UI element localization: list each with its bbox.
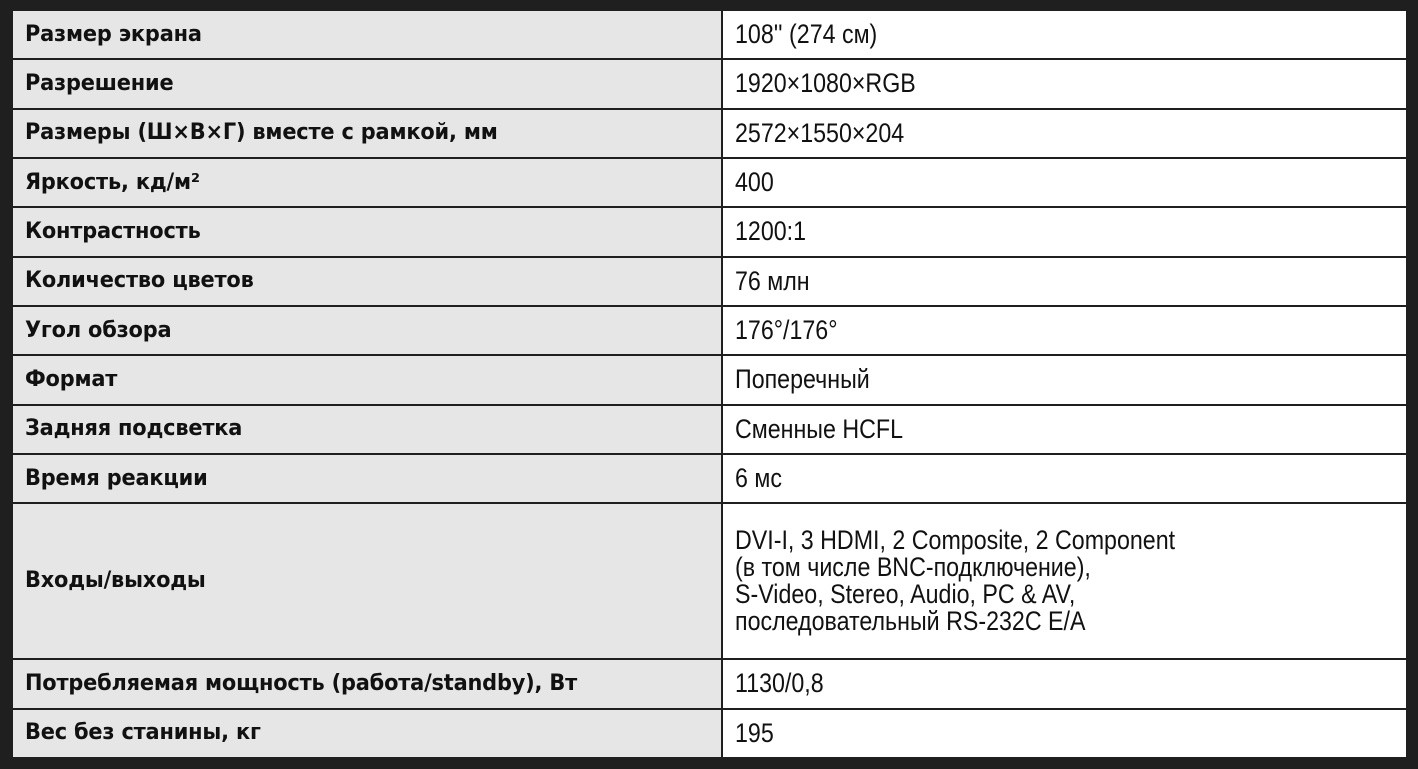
spec-value: Поперечный: [722, 355, 1407, 404]
table-row: [12, 10, 1407, 59]
table-row: [12, 306, 1407, 355]
spec-label: Контрастность: [12, 207, 722, 256]
spec-label: Время реакции: [12, 454, 722, 503]
table-row: [12, 454, 1407, 503]
table-row: [12, 109, 1407, 158]
spec-label: Угол обзора: [12, 306, 722, 355]
spec-value: 1130/0,8: [722, 659, 1407, 708]
table-row: [12, 503, 1407, 659]
spec-value: 195: [722, 709, 1407, 758]
spec-label: Входы/выходы: [12, 503, 722, 659]
table-row: [12, 405, 1407, 454]
table-row: [12, 59, 1407, 108]
table-row: [12, 659, 1407, 708]
spec-table: [11, 9, 1408, 759]
spec-label: Потребляемая мощность (работа/standby), Вт: [12, 659, 722, 708]
spec-label: Формат: [12, 355, 722, 404]
table-row: [12, 355, 1407, 404]
spec-value: 76 млн: [722, 257, 1407, 306]
spec-value: 1200:1: [722, 207, 1407, 256]
spec-value: 1920×1080×RGB: [722, 59, 1407, 108]
spec-value: 6 мс: [722, 454, 1407, 503]
spec-label: Разрешение: [12, 59, 722, 108]
spec-label: Размер экрана: [12, 10, 722, 59]
table-row: [12, 207, 1407, 256]
table-row: [12, 257, 1407, 306]
spec-value: 108'' (274 см): [722, 10, 1407, 59]
spec-label: Размеры (Ш×В×Г) вместе с рамкой, мм: [12, 109, 722, 158]
spec-value: 400: [722, 158, 1407, 207]
spec-label: Яркость, кд/м²: [12, 158, 722, 207]
spec-label: Вес без станины, кг: [12, 709, 722, 758]
spec-value: 176°/176°: [722, 306, 1407, 355]
spec-value: Сменные HCFL: [722, 405, 1407, 454]
spec-value: 2572×1550×204: [722, 109, 1407, 158]
spec-label: Задняя подсветка: [12, 405, 722, 454]
table-row: [12, 709, 1407, 758]
spec-label: Количество цветов: [12, 257, 722, 306]
table-row: [12, 158, 1407, 207]
spec-value: DVI-I, 3 HDMI, 2 Composite, 2 Component (в том числе BNC-подключение), S-Video, Stereo, Audio, PC & AV, последовательный RS-232C E/A: [722, 503, 1407, 659]
